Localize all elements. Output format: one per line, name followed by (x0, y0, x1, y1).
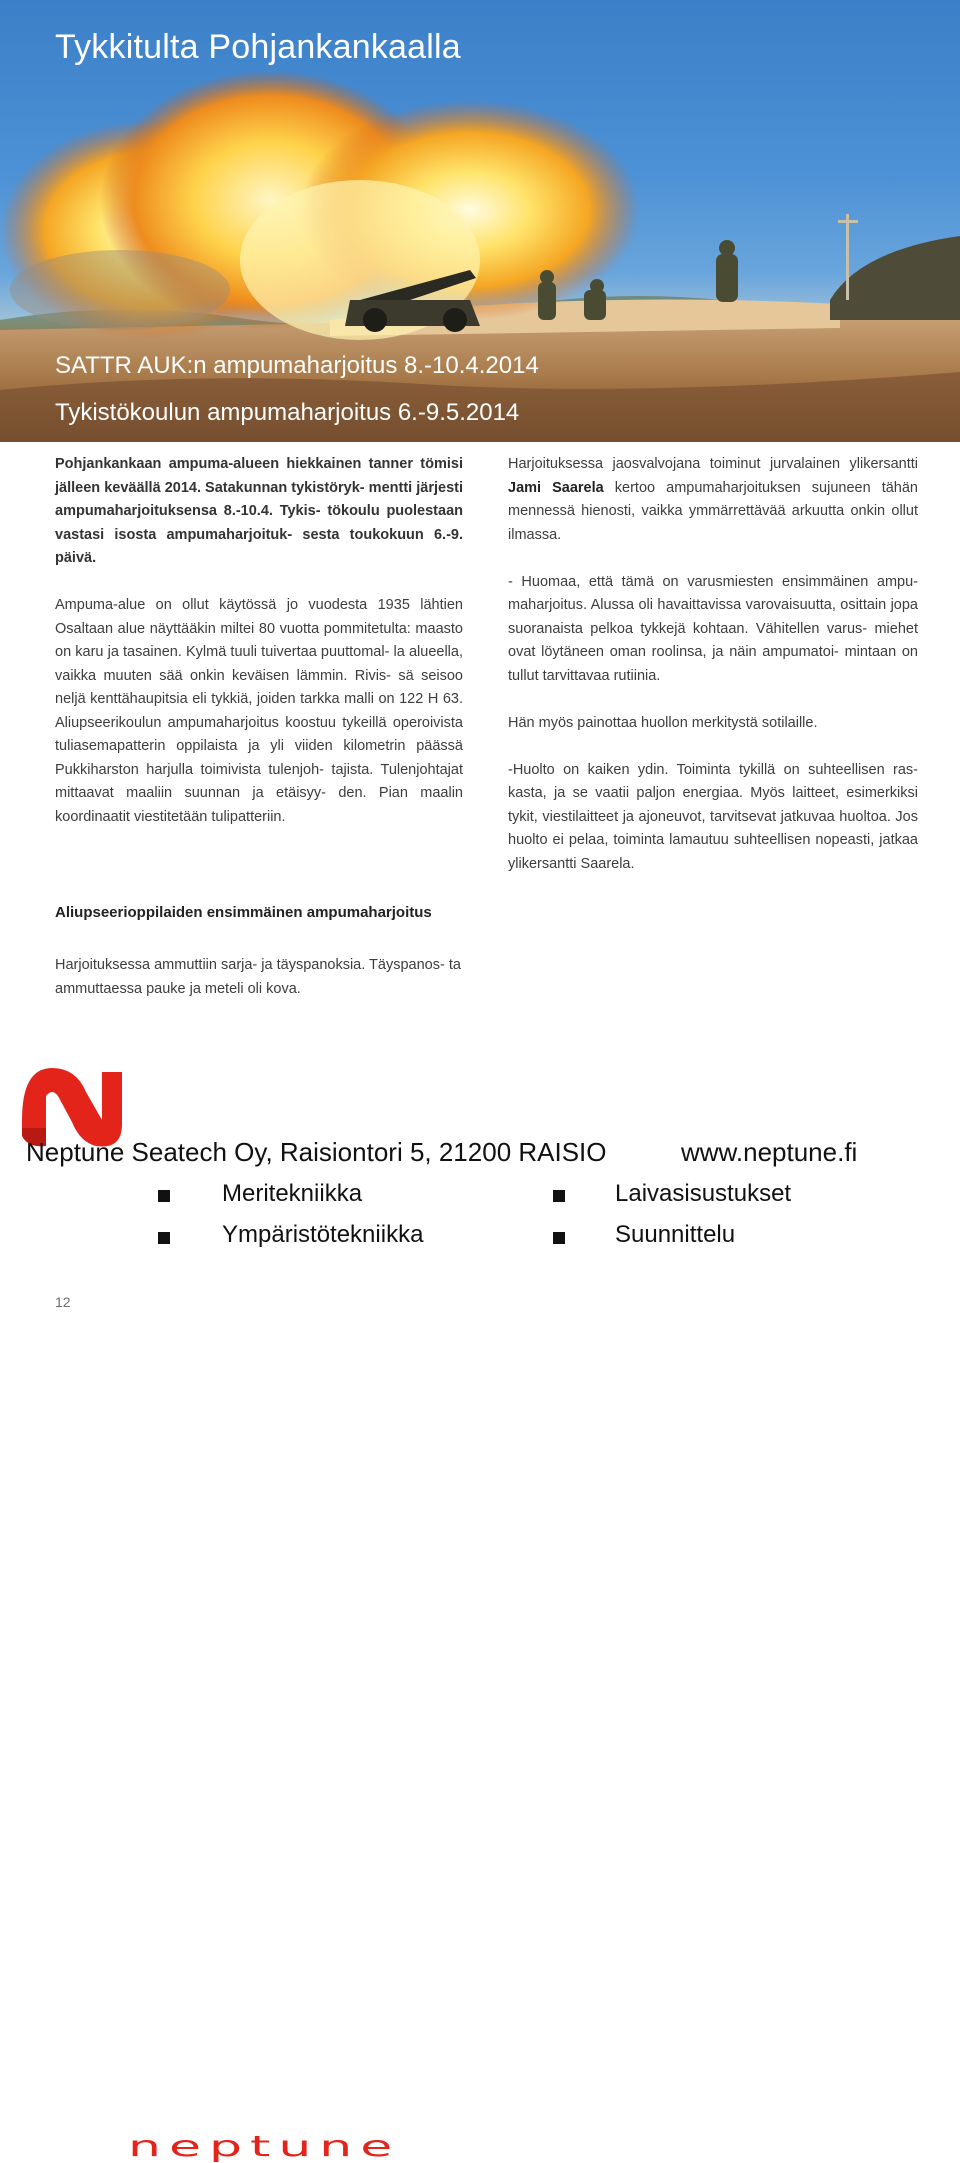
section-paragraph: Harjoituksessa ammuttiin sarja- ja täyspanoksia. Täyspanos- ta ammuttaessa pauke ja meteli oli kova. (55, 957, 461, 997)
paragraph-text: kertoo ampumaharjoituksen sujuneen tähän mennessä hienosti, vaikka ymmärrettävää arkuutta onkin ollut ilmassa. (508, 479, 918, 543)
article-left-column (55, 453, 463, 853)
bullet-icon (553, 1232, 565, 1244)
article-paragraph-interview (508, 453, 918, 547)
article-right-column (508, 453, 918, 900)
service-item: Meritekniikka (222, 1180, 363, 1207)
exercise-subtitle-sattr: SATTR AUK:n ampumaharjoitus 8.-10.4.2014 (55, 352, 539, 379)
article-lead: Pohjankankaan ampuma-alueen hiekkainen tanner tömisi jälleen keväällä 2014. Satakunnan tykistöryk- mentti järjesti ampumaharjoituksensa 8.-10.4. Tykis- tökoulu puolestaan vastasi isosta ampumaharjoituk- sesta toukokuun 6.-9. päivä. (55, 456, 463, 566)
person-name: Jami Saarela (508, 479, 604, 496)
article-paragraph: Ampuma-alue on ollut käytössä jo vuodesta 1935 lähtien Osaltaan alue näyttääkin miltei 80 vuotta pommitetulta: maasto on karu ja tasainen. Kylmä tuuli tuivertaa puuttomal- la alueella, vaikka muuten sää onkin keväisen lämmin. Rivis- sä seisoo neljä kenttähaupitsia eli tykkiä, joiden tarkka malli on 122 H 63. Aliupseerikoulun ampumaharjoitus koostuu tykeillä operoivista tuliasemapatterin oppilaista ja yli viiden kilometrin päässä Pukkiharston harjulla toimivista tulenjoh- tajista. Tulenjohtajat mittaavat maaliin suunnan ja etäisyy- den. Pian maalin koordinaatit viestitetään tulipatteriin. (55, 597, 463, 825)
bullet-icon (158, 1190, 170, 1202)
service-item: Suunnittelu (615, 1221, 736, 1248)
section-heading: Aliupseerioppilaiden ensimmäinen ampumaharjoitus (55, 904, 432, 921)
service-item: Laivasisustukset (615, 1180, 792, 1207)
company-address: Neptune Seatech Oy, Raisiontori 5, 21200 RAISIO (26, 1137, 607, 1167)
bullet-icon (553, 1190, 565, 1202)
page-title: Tykkitulta Pohjankankaalla (55, 28, 461, 66)
article-quote: - Huomaa, että tämä on varusmiesten ensimmäinen ampu- maharjoitus. Alussa oli havaittavissa varovaisuutta, osittain jopa suoranaista pelkoa tykkejä kohtaan. Vähitellen varus- miehet ovat löytäneen oman roolinsa, ja näin ampumatoi- mintaan on tullut tarvittavaa rutiinia. (508, 573, 918, 684)
neptune-wordmark: neptune (128, 2130, 401, 2163)
company-website: www.neptune.fi (681, 1137, 858, 1167)
bullet-icon (158, 1232, 170, 1244)
article-quote: -Huolto on kaiken ydin. Toiminta tykillä on suhteellisen ras- kasta, ja se vaatii paljon energiaa. Myös laitteet, esimerkiksi tykit, viestilaitteet ja ajoneuvot, tarvitsevat jatkuvaa huoltoa. Jos huolto ei pelaa, toiminta lamautuu suhteellisen nopeasti, jatkaa ylikersantti Saarela. (508, 761, 918, 872)
page-number: 12 (55, 1294, 71, 1310)
paragraph-text: Harjoituksessa jaosvalvojana toiminut jurvalainen ylikersantti (508, 456, 918, 472)
service-item: Ympäristötekniikka (222, 1221, 424, 1248)
exercise-subtitle-tykistokoulu: Tykistökoulun ampumaharjoitus 6.-9.5.2014 (55, 399, 520, 426)
hero-photo (0, 0, 960, 442)
article-paragraph: Hän myös painottaa huollon merkitystä sotilaille. (508, 714, 818, 731)
